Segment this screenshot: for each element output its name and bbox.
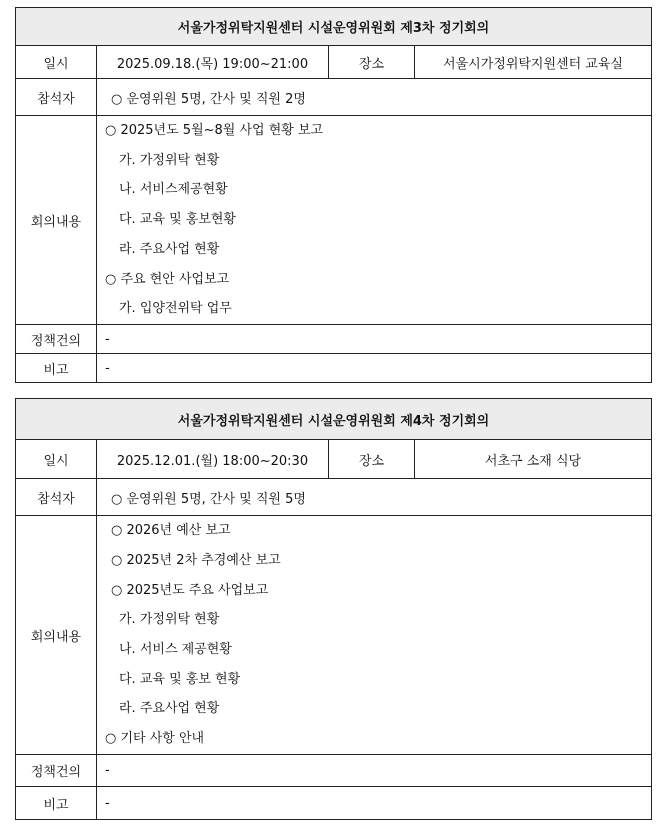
content-line: 나. 서비스 제공현황 bbox=[119, 642, 232, 657]
content-label: 회의내용 bbox=[16, 116, 97, 325]
content-line: 라. 주요사업 현황 bbox=[119, 241, 220, 257]
content-line: 다. 교육 및 홍보현황 bbox=[119, 212, 236, 228]
policy-label: 정책건의 bbox=[16, 755, 97, 787]
content-label: 회의내용 bbox=[16, 516, 97, 755]
policy-value: - bbox=[97, 755, 652, 787]
note-label: 비고 bbox=[16, 354, 97, 383]
content-line: 가. 가정위탁 현황 bbox=[119, 152, 220, 168]
place-label: 장소 bbox=[329, 440, 415, 479]
meeting-title: 서울가정위탁지원센터 시설운영위원회 제4차 정기회의 bbox=[16, 399, 652, 440]
meeting-title: 서울가정위탁지원센터 시설운영위원회 제3차 정기회의 bbox=[16, 8, 652, 46]
date-value: 2025.12.01.(월) 18:00~20:30 bbox=[97, 440, 329, 479]
content-line: ○ 2025년도 주요 사업보고 bbox=[111, 582, 269, 598]
content-line: 가. 가정위탁 현황 bbox=[119, 612, 220, 628]
policy-value: - bbox=[97, 325, 652, 354]
content-line: 다. 교육 및 홍보 현황 bbox=[119, 671, 241, 687]
attendees-label: 참석자 bbox=[16, 79, 97, 116]
policy-label: 정책건의 bbox=[16, 325, 97, 354]
attendees-value bbox=[97, 479, 652, 516]
content-line: 라. 주요사업 현황 bbox=[119, 701, 220, 717]
note-value: - bbox=[97, 787, 652, 820]
note-value: - bbox=[97, 354, 652, 383]
place-value: 서초구 소재 식당 bbox=[415, 440, 652, 479]
meeting-table-3 bbox=[15, 7, 652, 383]
content-line: 나. 서비스제공현황 bbox=[119, 182, 228, 198]
attendees-text: ○ 운영위원 5명, 간사 및 직원 5명 bbox=[111, 491, 306, 507]
date-label: 일시 bbox=[16, 440, 97, 479]
content-line: ○ 기타 사항 안내 bbox=[105, 731, 205, 747]
content-line: ○ 주요 현안 사업보고 bbox=[105, 271, 230, 287]
content-line: ○ 2025년도 5월~8월 사업 현황 보고 bbox=[105, 123, 324, 139]
attendees-value bbox=[97, 79, 652, 116]
place-value: 서울시가정위탁지원센터 교육실 bbox=[415, 46, 652, 79]
date-value: 2025.09.18.(목) 19:00~21:00 bbox=[97, 46, 329, 79]
meeting-table-4 bbox=[15, 398, 652, 820]
content-value bbox=[97, 116, 652, 325]
note-label: 비고 bbox=[16, 787, 97, 820]
content-line: 가. 입양전위탁 업무 bbox=[119, 301, 232, 317]
content-line: ○ 2025년 2차 추경예산 보고 bbox=[111, 552, 281, 568]
date-label: 일시 bbox=[16, 46, 97, 79]
place-label: 장소 bbox=[329, 46, 415, 79]
attendees-label: 참석자 bbox=[16, 479, 97, 516]
attendees-text: ○ 운영위원 5명, 간사 및 직원 2명 bbox=[111, 91, 306, 107]
content-value bbox=[97, 516, 652, 755]
content-line: ○ 2026년 예산 보고 bbox=[111, 523, 231, 539]
